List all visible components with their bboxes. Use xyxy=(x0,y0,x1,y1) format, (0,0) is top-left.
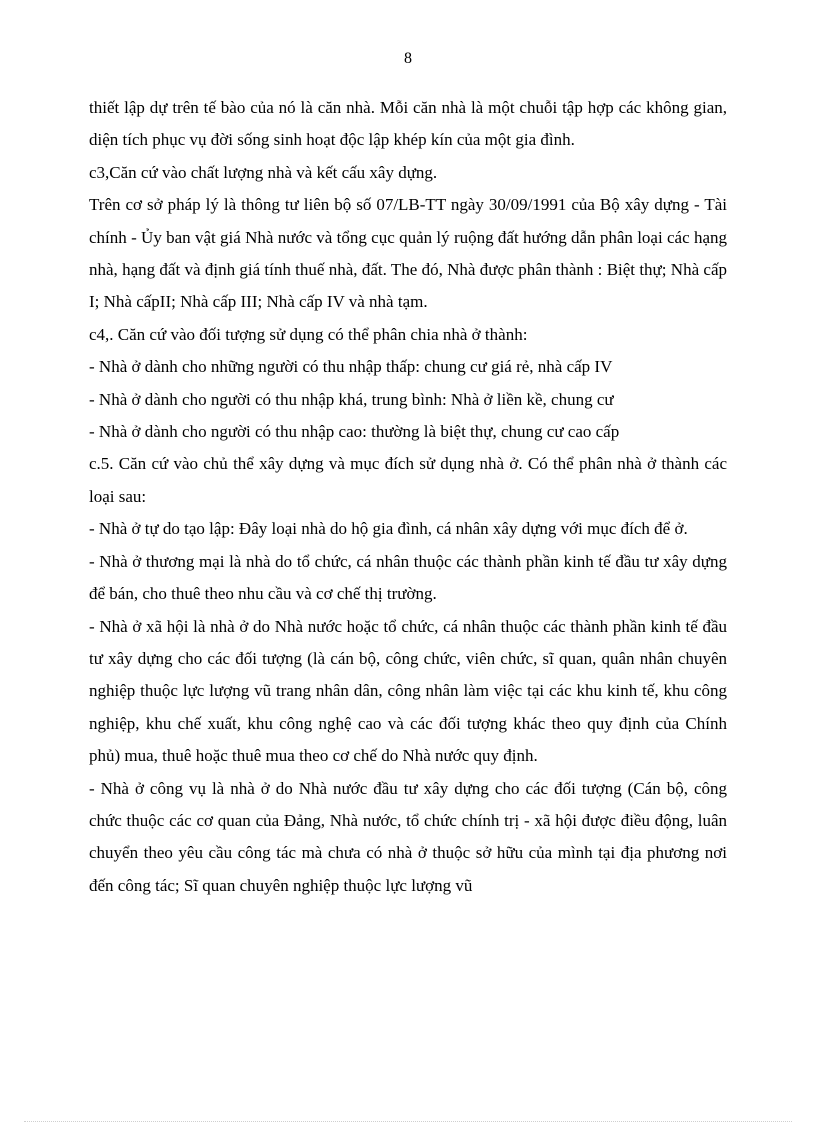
page-bottom-divider xyxy=(24,1121,792,1122)
list-item-mid-income: - Nhà ở dành cho người có thu nhập khá, trung bình: Nhà ở liền kề, chung cư xyxy=(89,389,614,409)
body-text xyxy=(89,92,727,902)
list-item-commercial: - Nhà ở thương mại là nhà do tổ chức, cá nhân thuộc các thành phần kinh tế đầu tư xây dựng để bán, cho thuê theo nhu cầu và cơ chế thị trường. xyxy=(89,551,727,604)
page-number: 8 xyxy=(404,50,412,67)
heading-c5: c.5. Căn cứ vào chủ thể xây dựng và mục đích sử dụng nhà ở. Có thể phân nhà ở thành các loại sau: xyxy=(89,454,727,506)
heading-c4: c4,. Căn cứ vào đối tượng sử dụng có thể phân chia nhà ở thành: xyxy=(89,324,528,344)
paragraph-continuation: thiết lập dự trên tế bào của nó là căn nhà. Mỗi căn nhà là một chuỗi tập hợp các không gian, diện tích phục vụ đời sống sinh hoạt độc lập khép kín của một gia đình. xyxy=(89,98,727,150)
list-item-high-income: - Nhà ở dành cho người có thu nhập cao: thường là biệt thự, chung cư cao cấp xyxy=(89,422,620,442)
list-item-low-income: - Nhà ở dành cho những người có thu nhập thấp: chung cư giá rẻ, nhà cấp IV xyxy=(89,357,613,377)
paragraph-legal-basis: Trên cơ sở pháp lý là thông tư liên bộ số 07/LB-TT ngày 30/09/1991 của Bộ xây dựng - Tài chính - Ủy ban vật giá Nhà nước và tổng cục quản lý ruộng đất hướng dẫn phân loại các hạng nhà, hạng đất và định giá tính thuế nhà, đất. The đó, Nhà được phân thành : Biệt thự; Nhà cấp I; Nhà cấpII; Nhà cấp III; Nhà cấp IV và nhà tạm. xyxy=(89,195,727,312)
list-item-social: - Nhà ở xã hội là nhà ở do Nhà nước hoặc tổ chức, cá nhân thuộc các thành phần kinh tế đầu tư xây dựng cho các đối tượng (là cán bộ, công chức, viên chức, sĩ quan, quân nhân chuyên nghiệp thuộc lực lượng vũ trang nhân dân, công nhân làm việc tại các khu kinh tế, khu công nghiệp, khu chế xuất, khu công nghệ cao và các đối tượng khác theo quy định của Chính phủ) mua, thuê hoặc thuê mua theo cơ chế do Nhà nước quy định. xyxy=(89,616,727,766)
list-item-official: - Nhà ở công vụ là nhà ở do Nhà nước đầu tư xây dựng cho các đối tượng (Cán bộ, công chức thuộc các cơ quan của Đảng, Nhà nước, tổ chức chính trị - xã hội được điều động, luân chuyển theo yêu cầu công tác mà chưa có nhà ở thuộc sở hữu của mình tại địa phương nơi đến công tác; Sĩ quan chuyên nghiệp thuộc lực lượng vũ xyxy=(89,778,727,895)
heading-c3: c3,Căn cứ vào chất lượng nhà và kết cấu xây dựng. xyxy=(89,162,438,182)
list-item-self-built: - Nhà ở tự do tạo lập: Đây loại nhà do hộ gia đình, cá nhân xây dựng với mục đích để ở. xyxy=(89,519,688,539)
